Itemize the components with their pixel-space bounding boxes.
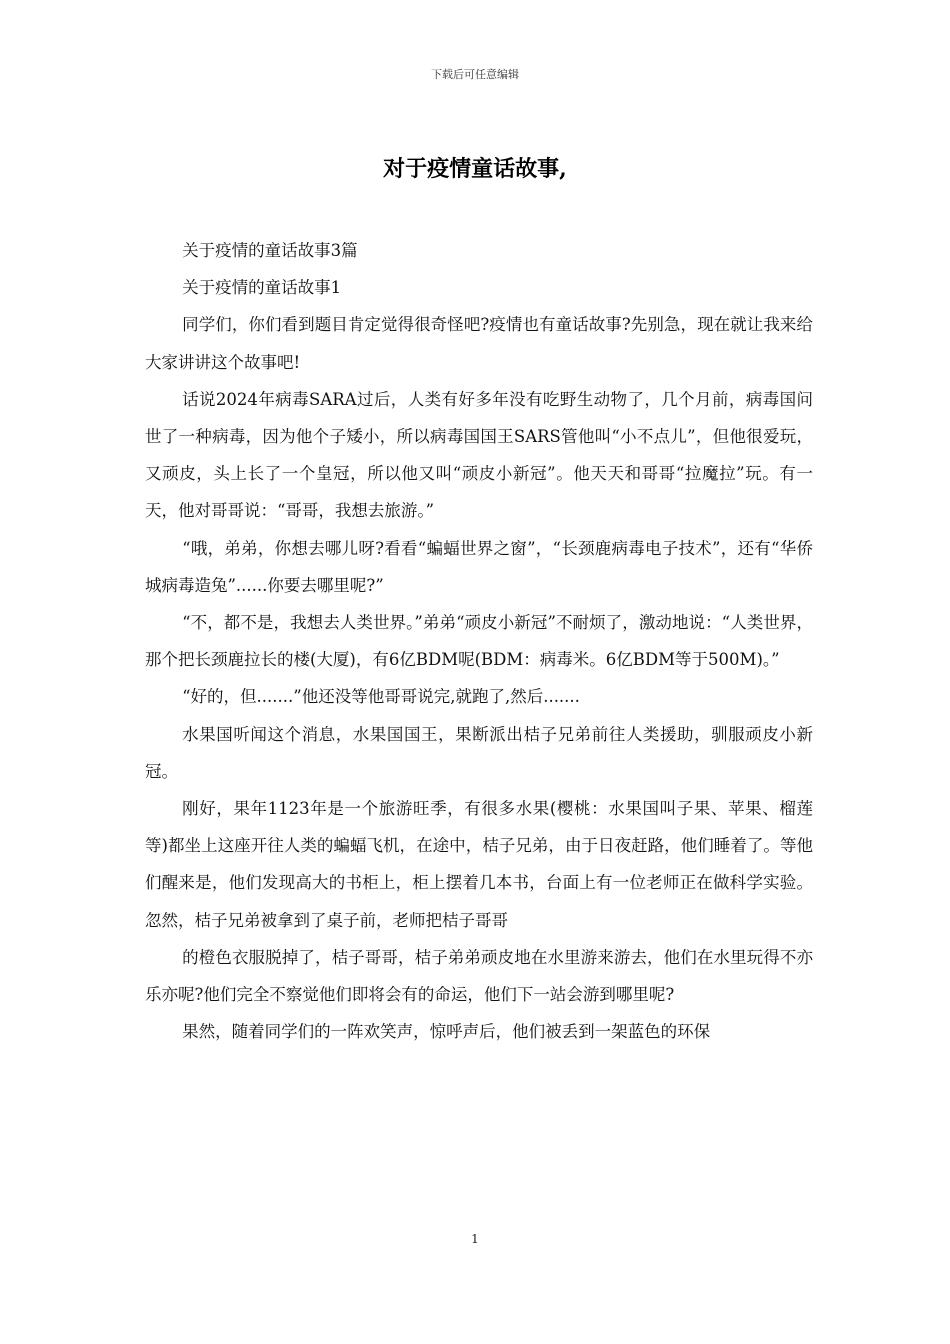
header-note: 下载后可任意编辑 — [431, 68, 519, 81]
paragraph: 同学们，你们看到题目肯定觉得很奇怪吧?疫情也有童话故事?先别急，现在就让我来给大家讲讲这个故事吧! — [145, 315, 813, 372]
document-title: 对于疫情童话故事, — [383, 156, 567, 182]
document-body — [145, 232, 813, 1050]
paragraph: 的橙色衣服脱掉了，桔子哥哥，桔子弟弟顽皮地在水里游来游去，他们在水里玩得不亦乐亦呢?他们完全不察觉他们即将会有的命运，他们下一站会游到哪里呢? — [145, 947, 813, 1005]
paragraph: “不，都不是，我想去人类世界。”弟弟“顽皮小新冠”不耐烦了，激动地说：“人类世界，那个把长颈鹿拉长的楼(大厦)，有6亿BDM呢(BDM：病毒米。6亿BDM等于500M)。” — [145, 613, 813, 670]
paragraph: 水果国听闻这个消息，水果国国王，果断派出桔子兄弟前往人类援助，驯服顽皮小新冠。 — [145, 724, 813, 781]
paragraph: 刚好，果年1123年是一个旅游旺季，有很多水果(樱桃：水果国叫子果、苹果、榴莲等)都坐上这座开往人类的蝙蝠飞机，在途中，桔子兄弟，由于日夜赶路，他们睡着了。等他们醒来是，他们发现高大的书柜上，柜上摆着几本书，台面上有一位老师正在做科学实验。忽然，桔子兄弟被拿到了桌子前，老师把桔子哥哥 — [145, 799, 813, 930]
paragraph: “哦，弟弟，你想去哪儿呀?看看“蝙蝠世界之窗”，“长颈鹿病毒电子技术”，还有“华侨城病毒造兔”......你要去哪里呢?” — [145, 538, 813, 595]
paragraph: 话说2024年病毒SARA过后，人类有好多年没有吃野生动物了，几个月前，病毒国问世了一种病毒，因为他个子矮小，所以病毒国国王SARS管他叫“小不点儿”，但他很爱玩，又顽皮，头上长了一个皇冠，所以他又叫“顽皮小新冠”。他天天和哥哥“拉魔拉”玩。有一天，他对哥哥说：“哥哥，我想去旅游。” — [145, 389, 813, 521]
paragraph: 关于疫情的童话故事3篇 — [182, 241, 358, 260]
page-number: 1 — [471, 1232, 479, 1246]
paragraph: 果然，随着同学们的一阵欢笑声，惊呼声后，他们被丢到一架蓝色的环保 — [182, 1022, 711, 1042]
paragraph: 关于疫情的童话故事1 — [182, 278, 342, 298]
paragraph: “好的，但.......”他还没等他哥哥说完,就跑了,然后....... — [182, 687, 580, 707]
